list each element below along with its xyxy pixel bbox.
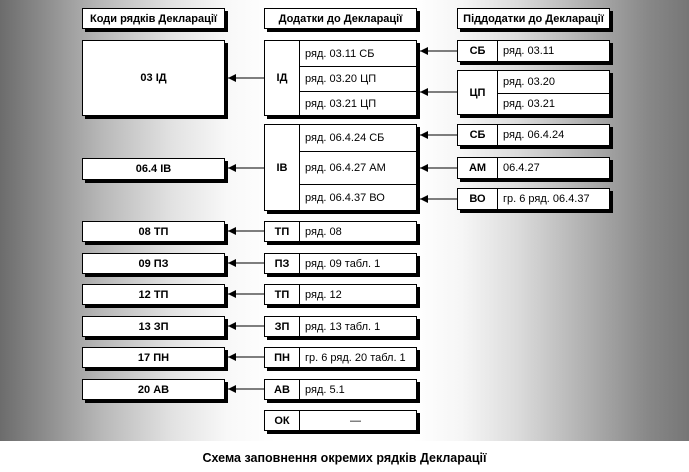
declaration-row-03-id: 03 ІД	[82, 40, 225, 116]
subaddendum-code: ВО	[458, 189, 498, 209]
addendum-row: ряд. 06.4.37 ВО	[300, 184, 416, 210]
addendum-code: ОК	[265, 411, 300, 430]
addendum-row: ряд. 03.11 СБ	[305, 47, 375, 60]
declaration-row-12-tp: 12 ТП	[82, 284, 225, 305]
addendum-code: ПН	[265, 348, 300, 367]
addendum-row: ряд. 13 табл. 1	[305, 320, 381, 333]
declaration-row-17-pn: 17 ПН	[82, 347, 225, 368]
subaddendum-row: ряд. 03.21	[498, 93, 609, 114]
addendum-row: —	[350, 414, 361, 427]
declaration-row-08-tp: 08 ТП	[82, 221, 225, 242]
addendum-code: ІВ	[265, 125, 300, 210]
subaddendum-row: гр. 6 ряд. 06.4.37	[503, 193, 590, 205]
subaddendum-code: ЦП	[458, 71, 498, 114]
subaddendum-row: ряд. 06.4.24	[503, 129, 565, 141]
subaddendum-row: ряд. 03.11	[503, 45, 555, 57]
addendum-code: ІД	[265, 41, 300, 115]
addendum-row: ряд. 5.1	[305, 383, 345, 396]
subaddendum-row: ряд. 03.20	[503, 76, 556, 88]
declaration-row-09-pz: 09 ПЗ	[82, 253, 225, 274]
addendum-code: ЗП	[265, 317, 300, 336]
declaration-row-13-zp: 13 ЗП	[82, 316, 225, 337]
diagram-caption: Схема заповнення окремих рядків Декларації	[202, 451, 487, 465]
header-codes: Коди рядків Декларації	[82, 8, 225, 29]
addendum-row: ряд. 06.4.24 СБ	[305, 132, 385, 144]
addendum-row: ряд. 06.4.27 АМ	[300, 151, 416, 184]
addendum-code: ПЗ	[265, 254, 300, 273]
header-subaddenda: Піддодатки до Декларації	[457, 8, 610, 29]
declaration-row-20-av: 20 АВ	[82, 379, 225, 400]
addendum-code: АВ	[265, 380, 300, 399]
addendum-row: ряд. 09 табл. 1	[305, 257, 381, 270]
subaddendum-code: СБ	[458, 125, 498, 145]
addendum-row: гр. 6 ряд. 20 табл. 1	[305, 351, 406, 364]
addendum-row: ряд. 12	[305, 288, 342, 301]
subaddendum-code: СБ	[458, 41, 498, 61]
subaddendum-code: АМ	[458, 158, 498, 178]
addendum-code: ТП	[265, 285, 300, 304]
subaddendum-row: 06.4.27	[503, 162, 540, 174]
addendum-code: ТП	[265, 222, 300, 241]
declaration-row-06-4-iv: 06.4 ІВ	[82, 158, 225, 180]
addendum-row: ряд. 03.20 ЦП	[300, 66, 416, 91]
addendum-row: ряд. 03.21 ЦП	[300, 91, 416, 115]
header-addenda: Додатки до Декларації	[264, 8, 417, 29]
addendum-row: ряд. 08	[305, 225, 342, 238]
